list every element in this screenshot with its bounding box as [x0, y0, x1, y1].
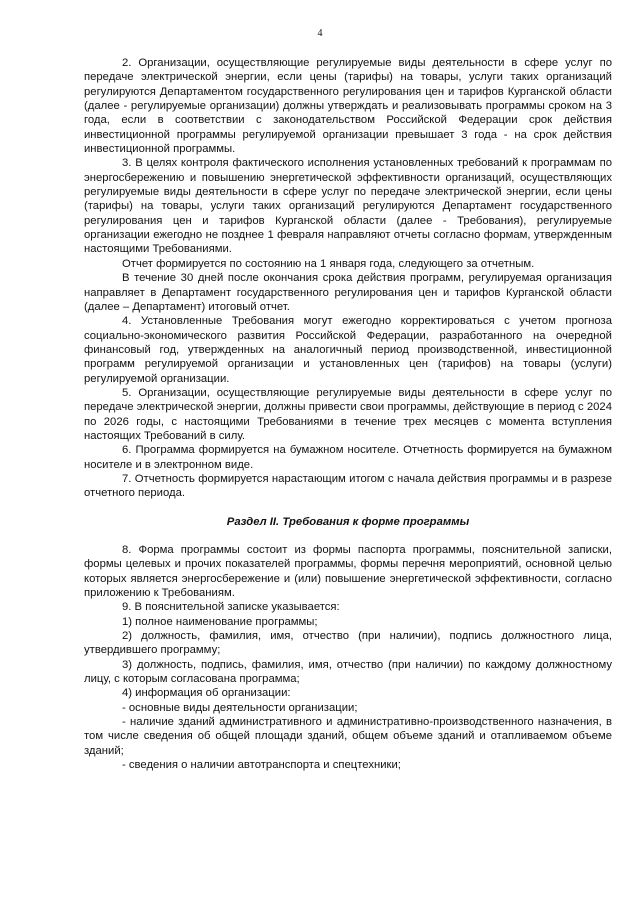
paragraph-9: 9. В пояснительной записке указывается: [122, 601, 340, 614]
paragraph-8: 8. Форма программы состоит из формы паспорта программы, пояснительной записки, формы целевых и прочих показателей программы, формы перечня мероприятий, основной целью которых является энергосбережение и (или) повышение энергетической эффективности, согласно приложению к Требованиям. [84, 544, 612, 600]
sub-item-vehicles: - сведения о наличии автотранспорта и спецтехники; [122, 759, 401, 772]
list-item-2: 2) должность, фамилия, имя, отчество (при наличии), подпись должностного лица, утвердившего программу; [84, 630, 612, 657]
paragraph-2: 2. Организации, осуществляющие регулируемые виды деятельности в сфере услуг по передаче электрической энергии, если цены (тарифы) на товары, услуги таких организаций регулируются Департаментом государственного регулирования цен и тарифов Курганской области (далее - регулируемые организации) должны утверждать и реализовывать программы сроком на 3 года, если в соответствии с законодательством Российской Федерации срок действия инвестиционной программы регулируемой организации превышает 3 года - на срок действия инвестиционной программы. [84, 57, 612, 156]
paragraph-report-date: Отчет формируется по состоянию на 1 января года, следующего за отчетным. [122, 257, 535, 270]
list-item-4: 4) информация об организации: [122, 687, 291, 700]
section-title: Раздел II. Требования к форме программы [226, 515, 470, 528]
paragraph-final-report: В течение 30 дней после окончания срока действия программ, регулируемая организация направляет в Департамент государственного регулирования цен и тарифов Курганской области (далее – Департамент) итоговый отчет. [84, 272, 612, 313]
list-item-3: 3) должность, подпись, фамилия, имя, отчество (при наличии) по каждому должностному лицу, с которым согласована программа; [84, 658, 612, 686]
list-item-1: 1) полное наименование программы; [122, 615, 318, 628]
page-number: 4 [317, 28, 323, 39]
paragraph-4: 4. Установленные Требования могут ежегодно корректироваться с учетом прогноза социально-экономического развития Российской Федерации, разработанного на очередной финансовый год, утвержденных на аналогичный период производственной, инвестиционной программ регулируемой организации и установленных цен (тарифов) на товары (услуги) регулируемой организации. [84, 315, 612, 385]
document-body [84, 56, 612, 773]
sub-item-activities: - основные виды деятельности организации; [122, 701, 358, 714]
sub-item-buildings: - наличие зданий административного и административно-производственного назначения, в том числе сведения об общей площади зданий, общем объеме зданий и отапливаемом объеме зданий; [84, 716, 612, 757]
paragraph-7: 7. Отчетность формируется нарастающим итогом с начала действия программы и в разрезе отчетного периода. [84, 472, 612, 500]
paragraph-3: 3. В целях контроля фактического исполнения установленных требований к программам по энергосбережению и повышению энергетической эффективности организаций, осуществляющих регулируемые виды деятельности в сфере услуг по передаче электрической энергии, если цены (тарифы) на товары, услуги таких организаций регулируются Департамент государственного регулирования цен и тарифов Курганской области (далее - Требования), регулируемые организации ежегодно не позднее 1 февраля направляют отчеты согласно формам, утвержденным настоящими Требованиями. [84, 157, 612, 256]
paragraph-5: 5. Организации, осуществляющие регулируемые виды деятельности в сфере услуг по передаче электрической энергии, должны привести свои программы, действующие в период с 2024 по 2026 годы, с настоящими Требованиями в течение трех месяцев с момента вступления настоящих Требований в силу. [84, 386, 612, 442]
paragraph-6: 6. Программа формируется на бумажном носителе. Отчетность формируется на бумажном носителе и в электронном виде. [84, 444, 612, 471]
